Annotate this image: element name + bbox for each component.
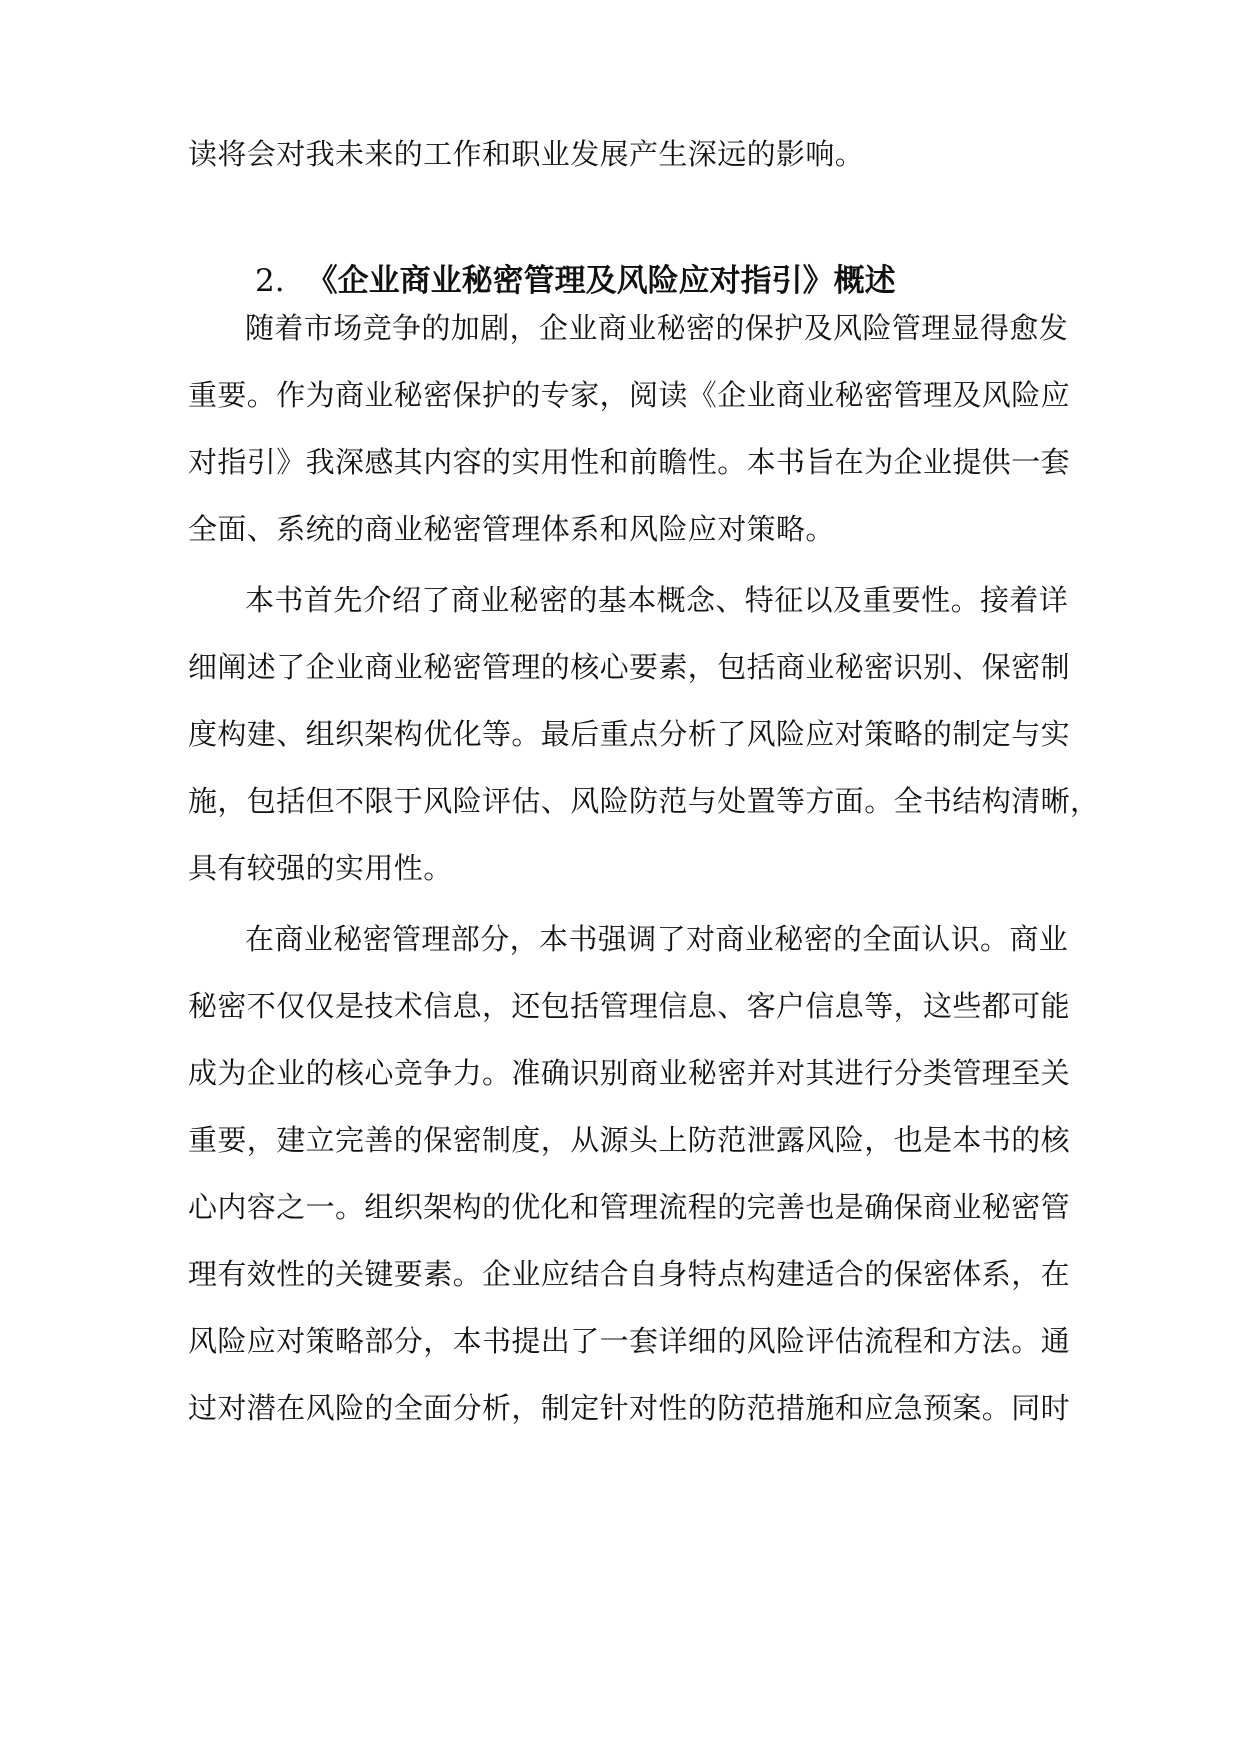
text-line: 理有效性的关键要素。企业应结合自身特点构建适合的保密体系，在 (188, 1257, 1071, 1291)
text-line: 细阐述了企业商业秘密管理的核心要素，包括商业秘密识别、保密制 (188, 650, 1071, 684)
text-line: 度构建、组织架构优化等。最后重点分析了风险应对策略的制定与实 (188, 717, 1071, 751)
text-line: 重要，建立完善的保密制度，从源头上防范泄露风险，也是本书的核 (188, 1123, 1071, 1157)
text-line: 心内容之一。组织架构的优化和管理流程的完善也是确保商业秘密管 (188, 1190, 1071, 1224)
text-line: 在商业秘密管理部分，本书强调了对商业秘密的全面认识。商业 (245, 922, 1069, 956)
section-title: 《企业商业秘密管理及风险应对指引》概述 (306, 263, 896, 299)
text-line: 本书首先介绍了商业秘密的基本概念、特征以及重要性。接着详 (245, 583, 1069, 617)
text-line: 成为企业的核心竞争力。准确识别商业秘密并对其进行分类管理至关 (188, 1056, 1071, 1090)
text-line: 秘密不仅仅是技术信息，还包括管理信息、客户信息等，这些都可能 (188, 989, 1071, 1023)
section-heading (255, 260, 896, 302)
text-line: 风险应对策略部分，本书提出了一套详细的风险评估流程和方法。通 (188, 1324, 1071, 1358)
text-line: 对指引》我深感其内容的实用性和前瞻性。本书旨在为企业提供一套 (188, 445, 1071, 479)
text-line: 随着市场竞争的加剧，企业商业秘密的保护及风险管理显得愈发 (245, 311, 1069, 345)
section-number: 2. (255, 263, 285, 299)
text-line: 具有较强的实用性。 (188, 851, 453, 885)
text-line: 施，包括但不限于风险评估、风险防范与处置等方面。全书结构清晰， (188, 784, 1100, 818)
text-line: 过对潜在风险的全面分析，制定针对性的防范措施和应急预案。同时 (188, 1391, 1071, 1425)
text-line: 全面、系统的商业秘密管理体系和风险应对策略。 (188, 512, 835, 546)
text-line: 读将会对我未来的工作和职业发展产生深远的影响。 (188, 137, 865, 171)
text-line: 重要。作为商业秘密保护的专家，阅读《企业商业秘密管理及风险应 (188, 378, 1071, 412)
